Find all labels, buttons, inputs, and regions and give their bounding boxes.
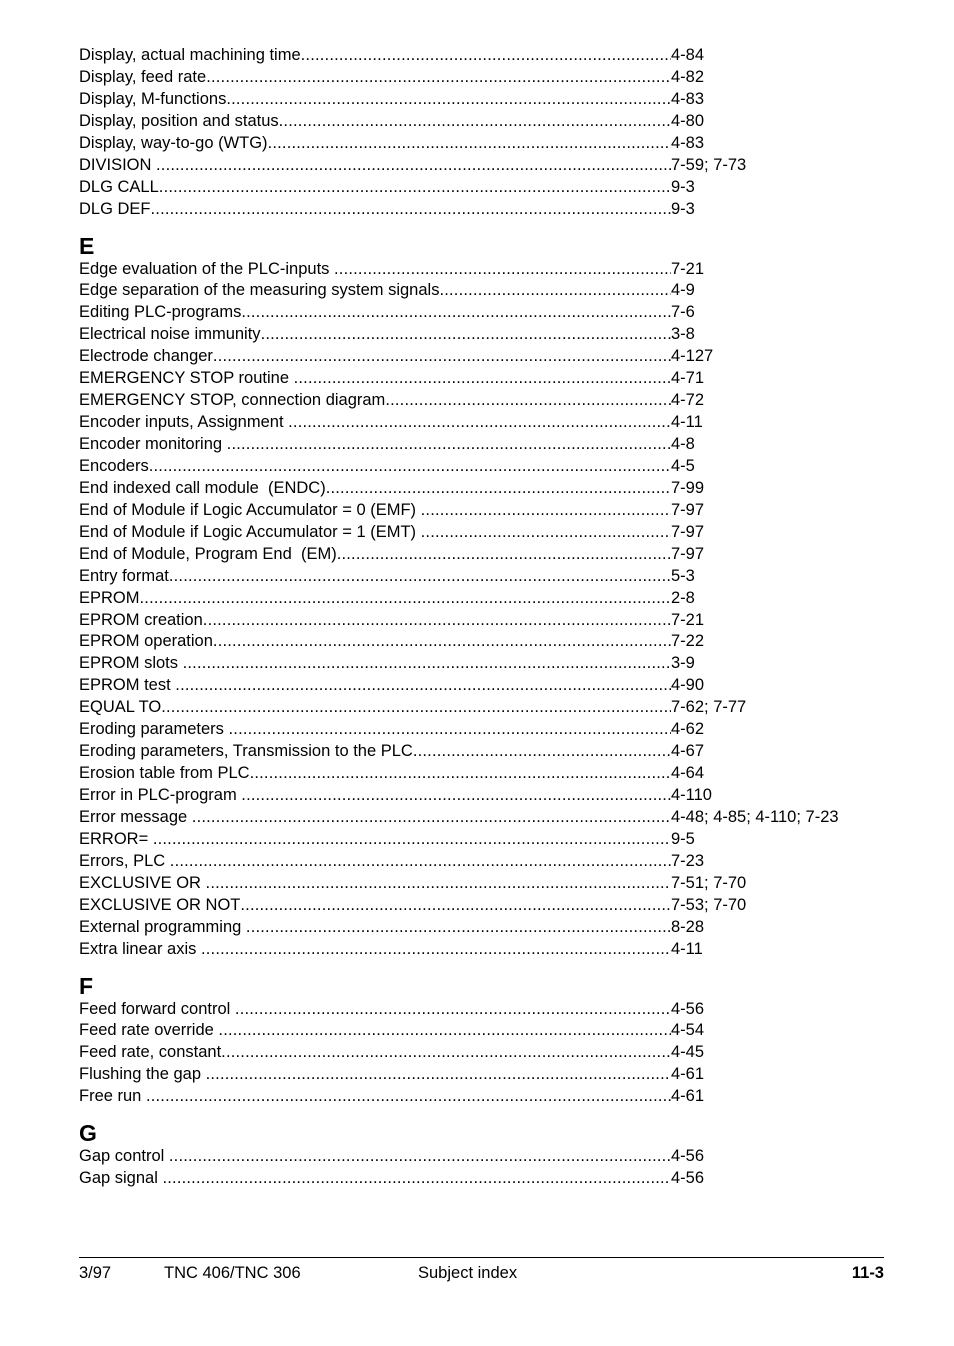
entry-term: Encoders [79, 456, 149, 475]
entry-leader [79, 177, 671, 199]
leader-dots [413, 741, 671, 763]
index-entry [79, 1168, 859, 1190]
entry-leader [79, 610, 671, 632]
leader-dots [229, 719, 672, 741]
index-section [79, 233, 859, 961]
entry-leader [79, 1086, 671, 1108]
entry-leader [79, 500, 671, 522]
entry-leader [79, 631, 671, 653]
leader-dots [151, 199, 671, 221]
leader-dots [279, 111, 671, 133]
entry-page-ref: 4-45 [671, 1043, 705, 1062]
entry-page-ref: 4-71 [671, 369, 705, 388]
leader-dots [170, 851, 671, 873]
entry-leader [79, 434, 671, 456]
index-entry [79, 1042, 859, 1064]
leader-dots [334, 259, 671, 281]
entry-leader [79, 939, 671, 961]
leader-dots [218, 1020, 671, 1042]
leader-dots [203, 610, 671, 632]
entry-term: EPROM operation [79, 632, 213, 651]
entry-leader [79, 302, 671, 324]
entry-page-ref: 7-59; 7-73 [671, 155, 747, 174]
index-entry [79, 807, 859, 829]
entry-term: Extra linear axis [79, 939, 201, 958]
leader-dots [149, 456, 671, 478]
entry-term: Display, feed rate [79, 67, 207, 86]
entry-term: Error in PLC-program [79, 786, 242, 804]
entry-page-ref: 4-61 [671, 1065, 705, 1084]
entry-term: Feed forward control [79, 999, 235, 1018]
index-entry [79, 1064, 859, 1086]
index-entry [79, 675, 859, 697]
entry-term: EMERGENCY STOP routine [79, 369, 294, 388]
index-entry [79, 610, 859, 632]
entry-leader [79, 741, 671, 763]
entry-term: Flushing the gap [79, 1065, 206, 1084]
leader-dots [385, 390, 671, 412]
entry-page-ref: 4-84 [671, 46, 705, 64]
entry-leader [79, 851, 671, 873]
leader-dots [226, 89, 671, 111]
entry-term: Gap signal [79, 1169, 163, 1188]
index-entry [79, 999, 859, 1021]
entry-leader [79, 280, 671, 302]
entry-page-ref: 7-51; 7-70 [671, 873, 747, 892]
entry-term: External programming [79, 917, 246, 936]
entry-term: Electrical noise immunity [79, 325, 261, 344]
leader-dots [240, 895, 671, 917]
index-entry [79, 259, 859, 281]
index-entry [79, 456, 859, 478]
index-entry [79, 302, 859, 324]
leader-dots [301, 45, 671, 67]
entry-leader [79, 1146, 671, 1168]
entry-term: ERROR= [79, 829, 153, 848]
entry-leader [79, 456, 671, 478]
entry-page-ref: 4-61 [671, 1087, 705, 1106]
index-entry [79, 280, 859, 302]
entry-leader [79, 324, 671, 346]
footer-subject: Subject index [418, 1264, 518, 1282]
entry-term: EXCLUSIVE OR [79, 873, 206, 892]
entry-term: Electrode changer [79, 347, 213, 366]
leader-dots [175, 675, 671, 697]
entry-term: Entry format [79, 566, 169, 585]
footer-page-number: 11-3 [851, 1264, 884, 1282]
index-entry [79, 631, 859, 653]
entry-leader [79, 1042, 671, 1064]
entry-page-ref: 4-67 [671, 742, 705, 761]
leader-dots [261, 324, 671, 346]
index-entry [79, 1086, 859, 1108]
index-content [79, 45, 859, 1190]
index-entry [79, 1146, 859, 1168]
entry-term: Display, position and status [79, 111, 279, 130]
entry-page-ref: 7-21 [671, 259, 705, 278]
footer-date: 3/97 [79, 1264, 112, 1282]
entry-page-ref: 7-53; 7-70 [671, 895, 747, 914]
entry-term: Error message [79, 807, 192, 826]
entry-leader [79, 67, 671, 89]
index-entry [79, 390, 859, 412]
entry-page-ref: 4-64 [671, 764, 705, 783]
entry-leader [79, 1168, 671, 1190]
entry-page-ref: 7-97 [671, 522, 705, 541]
entry-leader [79, 478, 671, 500]
index-entry [79, 895, 859, 917]
index-entry [79, 177, 859, 199]
index-entry [79, 917, 859, 939]
leader-dots [246, 917, 671, 939]
entry-page-ref: 4-127 [671, 347, 714, 366]
entry-term: Encoder inputs, Assignment [79, 413, 289, 432]
entry-page-ref: 4-110 [671, 786, 712, 804]
section-letter-heading: G [79, 1120, 97, 1147]
leader-dots [169, 1146, 671, 1168]
entry-term: DLG CALL [79, 177, 159, 196]
index-entry [79, 346, 859, 368]
entry-page-ref: 9-3 [671, 199, 695, 218]
entry-term: DIVISION [79, 155, 157, 174]
entry-term: Edge separation of the measuring system signals [79, 281, 440, 300]
index-entry [79, 89, 859, 111]
index-entry [79, 763, 859, 785]
index-entry [79, 939, 859, 961]
entry-page-ref: 4-80 [671, 111, 705, 130]
section-letter-heading: F [79, 972, 94, 999]
entry-page-ref: 7-22 [671, 632, 705, 651]
index-entry [79, 434, 859, 456]
entry-leader [79, 544, 671, 566]
entry-page-ref: 7-99 [671, 478, 705, 497]
entry-leader [79, 346, 671, 368]
entry-term: Display, way-to-go (WTG) [79, 133, 268, 152]
entry-term: DLG DEF [79, 199, 151, 218]
entry-term: Display, M-functions [79, 89, 227, 108]
leader-dots [140, 588, 671, 610]
index-entry [79, 133, 859, 155]
entry-term: End of Module, Program End (EM) [79, 544, 337, 563]
entry-page-ref: 7-62; 7-77 [671, 698, 747, 717]
leader-dots [206, 873, 671, 895]
index-entry [79, 741, 859, 763]
entry-term: Editing PLC-programs [79, 303, 242, 322]
index-entry [79, 653, 859, 675]
leader-dots [326, 478, 671, 500]
entry-page-ref: 3-9 [671, 654, 695, 673]
entry-leader [79, 653, 671, 675]
entry-leader [79, 873, 671, 895]
entry-leader [79, 89, 671, 111]
index-section [79, 973, 859, 1109]
index-entry [79, 45, 859, 67]
entry-page-ref: 7-6 [671, 303, 695, 322]
leader-dots [201, 939, 671, 961]
leader-dots [268, 133, 671, 155]
entry-page-ref: 4-48; 4-85; 4-110; 7-23 [671, 807, 839, 826]
entry-page-ref: 4-90 [671, 676, 705, 695]
entry-page-ref: 9-5 [671, 829, 695, 848]
entry-term: EQUAL TO [79, 698, 162, 717]
leader-dots [162, 1168, 671, 1190]
entry-term: EPROM test [79, 676, 176, 695]
entry-leader [79, 133, 671, 155]
index-entry [79, 566, 859, 588]
entry-leader [79, 45, 671, 67]
entry-page-ref: 4-8 [671, 435, 695, 453]
entry-leader [79, 917, 671, 939]
index-entry [79, 478, 859, 500]
leader-dots [206, 1064, 671, 1086]
leader-dots [192, 807, 671, 829]
leader-dots [206, 67, 671, 89]
entry-page-ref: 7-21 [671, 610, 705, 629]
entry-term: Errors, PLC [79, 851, 170, 870]
entry-term: Feed rate, constant [79, 1043, 222, 1062]
index-section [79, 1120, 859, 1190]
entry-page-ref: 4-62 [671, 720, 705, 739]
entry-leader [79, 588, 671, 610]
entry-term: EPROM [79, 588, 140, 607]
leader-dots [235, 999, 671, 1021]
entry-leader [79, 807, 671, 829]
entry-page-ref: 4-83 [671, 133, 705, 152]
entry-page-ref: 9-3 [671, 177, 695, 196]
entry-page-ref: 3-8 [671, 325, 695, 344]
leader-dots [213, 346, 671, 368]
entry-page-ref: 4-56 [671, 1169, 705, 1188]
entry-page-ref: 4-82 [671, 67, 705, 86]
leader-dots [169, 566, 671, 588]
entry-page-ref: 7-23 [671, 851, 705, 870]
entry-leader [79, 719, 671, 741]
leader-dots [241, 302, 671, 324]
leader-dots [153, 829, 671, 851]
leader-dots [221, 1042, 671, 1064]
leader-dots [250, 763, 671, 785]
index-entry [79, 324, 859, 346]
entry-leader [79, 368, 671, 390]
entry-leader [79, 259, 671, 281]
leader-dots [156, 155, 671, 177]
page-footer [79, 1257, 884, 1282]
leader-dots [421, 500, 671, 522]
entry-leader [79, 1064, 671, 1086]
entry-leader [79, 785, 671, 807]
entry-leader [79, 111, 671, 133]
entry-leader [79, 412, 671, 434]
entry-term: Feed rate override [79, 1021, 219, 1040]
index-sections [79, 45, 859, 1190]
footer-model: TNC 406/TNC 306 [164, 1264, 301, 1282]
entry-leader [79, 199, 671, 221]
index-entry [79, 522, 859, 544]
entry-term: Gap control [79, 1147, 169, 1166]
index-entry [79, 829, 859, 851]
index-entry [79, 785, 859, 807]
index-entry [79, 199, 859, 221]
leader-dots [146, 1086, 671, 1108]
index-entry [79, 588, 859, 610]
entry-term: Free run [79, 1087, 146, 1106]
leader-dots [337, 544, 671, 566]
entry-page-ref: 4-72 [671, 391, 705, 410]
entry-leader [79, 763, 671, 785]
entry-page-ref: 7-97 [671, 500, 705, 519]
index-entry [79, 155, 859, 177]
index-entry [79, 500, 859, 522]
leader-dots [227, 434, 671, 456]
entry-leader [79, 155, 671, 177]
entry-page-ref: 4-11 [671, 939, 703, 958]
leader-dots [439, 280, 671, 302]
index-entry [79, 544, 859, 566]
entry-term: EPROM creation [79, 610, 203, 629]
index-entry [79, 67, 859, 89]
entry-term: EPROM slots [79, 654, 183, 673]
leader-dots [241, 785, 671, 807]
entry-term: Edge evaluation of the PLC-inputs [79, 259, 335, 278]
leader-dots [159, 177, 671, 199]
entry-page-ref: 4-56 [671, 999, 705, 1018]
index-entry [79, 697, 859, 719]
entry-term: EXCLUSIVE OR NOT [79, 895, 241, 914]
entry-page-ref: 8-28 [671, 917, 705, 936]
entry-term: EMERGENCY STOP, connection diagram [79, 391, 386, 410]
entry-term: Eroding parameters [79, 720, 229, 739]
entry-term: End of Module if Logic Accumulator = 1 (EMT) [79, 522, 421, 541]
entry-page-ref: 4-9 [671, 281, 695, 300]
entry-term: End of Module if Logic Accumulator = 0 (EMF) [79, 500, 421, 519]
entry-page-ref: 4-83 [671, 89, 705, 108]
entry-leader [79, 566, 671, 588]
entry-page-ref: 4-11 [671, 413, 703, 432]
leader-dots [421, 522, 671, 544]
entry-page-ref: 4-54 [671, 1021, 705, 1040]
index-entry [79, 1020, 859, 1042]
entry-page-ref: 7-97 [671, 544, 705, 563]
entry-leader [79, 390, 671, 412]
entry-term: End indexed call module (ENDC) [79, 478, 326, 497]
entry-page-ref: 4-56 [671, 1147, 705, 1166]
entry-leader [79, 999, 671, 1021]
entry-leader [79, 675, 671, 697]
entry-term: Eroding parameters, Transmission to the PLC [79, 742, 413, 761]
leader-dots [183, 653, 671, 675]
leader-dots [288, 412, 671, 434]
leader-dots [294, 368, 671, 390]
entry-leader [79, 1020, 671, 1042]
index-entry [79, 111, 859, 133]
entry-page-ref: 2-8 [671, 588, 695, 607]
entry-leader [79, 697, 671, 719]
index-entry [79, 412, 859, 434]
section-letter-heading: E [79, 232, 95, 259]
entry-page-ref: 4-5 [671, 456, 695, 475]
leader-dots [161, 697, 671, 719]
entry-leader [79, 895, 671, 917]
index-entry [79, 873, 859, 895]
entry-term: Encoder monitoring [79, 435, 227, 453]
entry-term: Display, actual machining time [79, 46, 301, 64]
index-entry [79, 851, 859, 873]
entry-term: Erosion table from PLC [79, 764, 250, 783]
entry-leader [79, 522, 671, 544]
index-entry [79, 719, 859, 741]
leader-dots [213, 631, 671, 653]
index-section [79, 45, 859, 221]
entry-page-ref: 5-3 [671, 566, 695, 585]
entry-leader [79, 829, 671, 851]
index-entry [79, 368, 859, 390]
